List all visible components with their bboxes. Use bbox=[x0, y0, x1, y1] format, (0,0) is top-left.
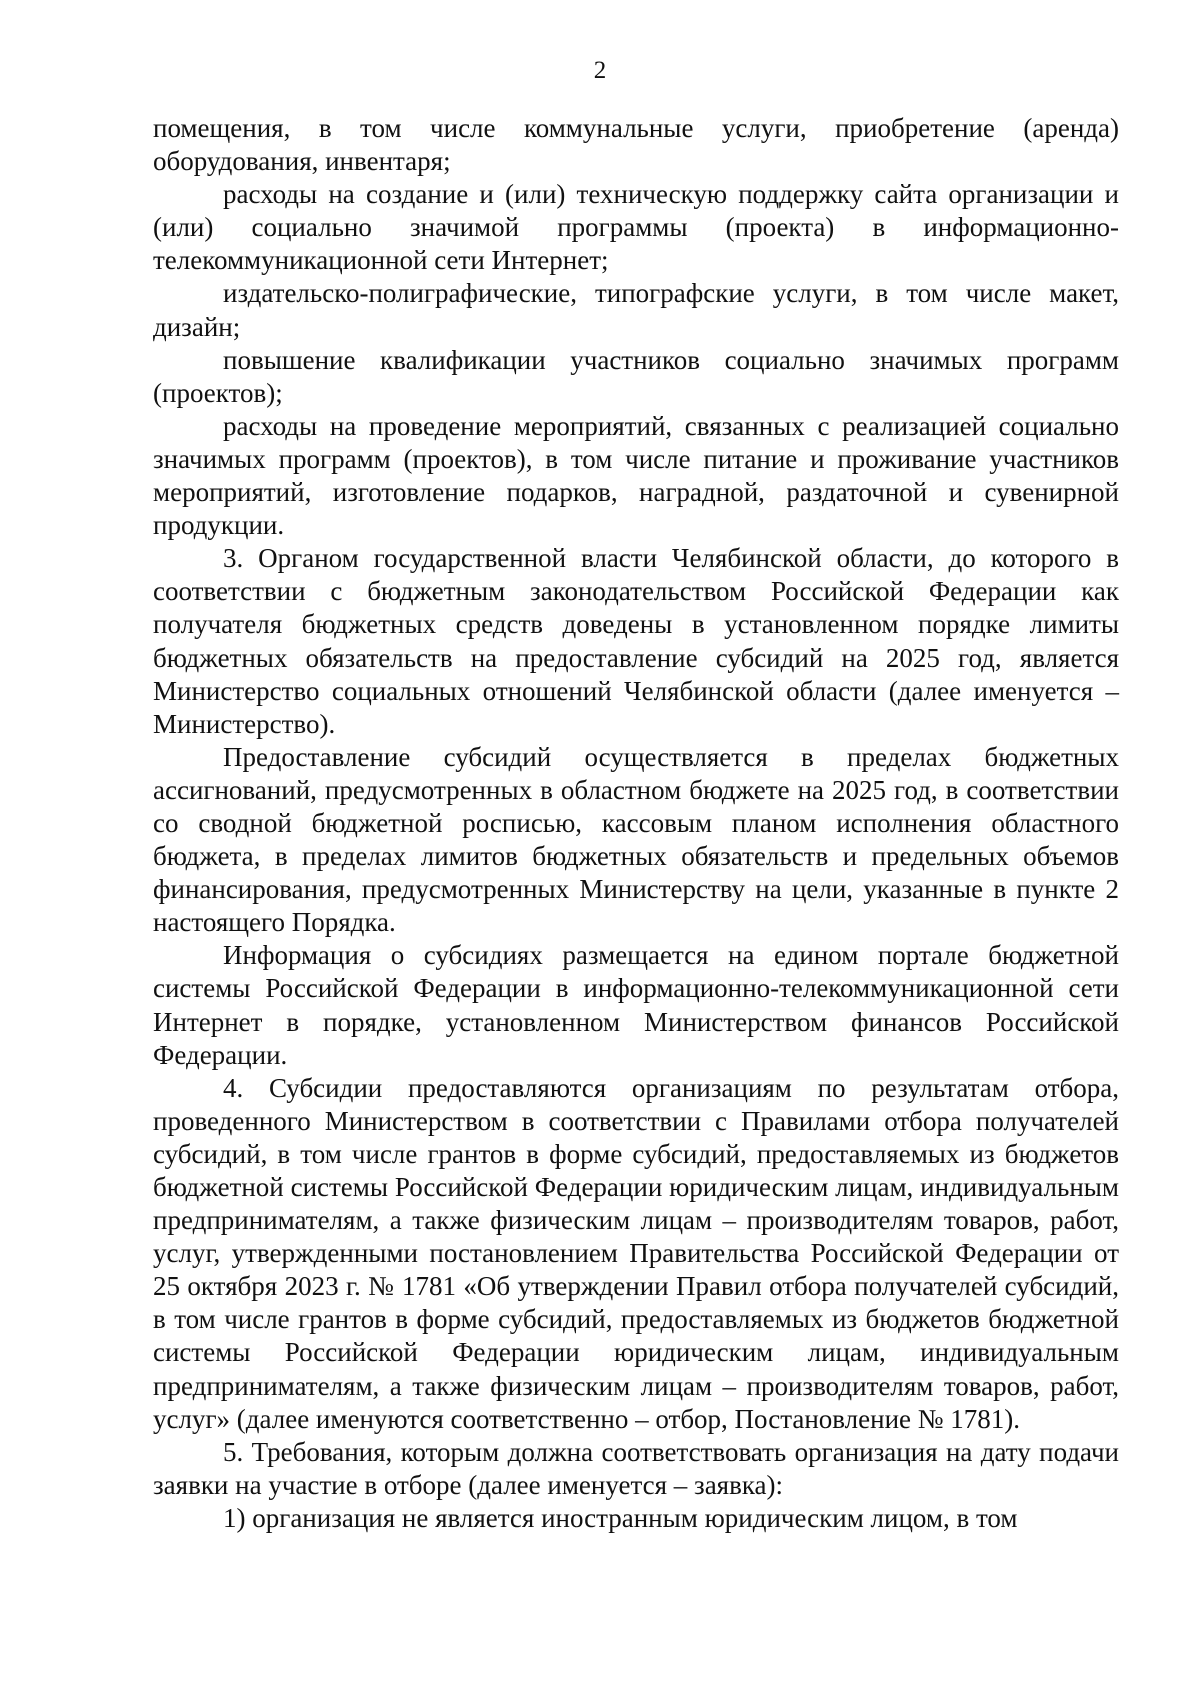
page-number: 2 bbox=[593, 57, 607, 84]
paragraph-1: помещения, в том числе коммунальные услуги, приобретение (аренда) оборудования, инвентаря; bbox=[153, 113, 1119, 177]
paragraph-3: издательско-полиграфические, типографские услуги, в том числе макет, дизайн; bbox=[153, 278, 1119, 342]
paragraph-6: 3. Органом государственной власти Челябинской области, до которого в соответствии с бюджетным законодательством Российской Федерации как получателя бюджетных средств доведены в установленном порядке лимиты бюджетных обязательств на предоставление субсидий на 2025 год, является Министерство социальных отношений Челябинской области (далее именуется – Министерство). bbox=[153, 543, 1119, 739]
paragraph-9: 4. Субсидии предоставляются организациям по результатам отбора, проведенного Министерством в соответствии с Правилами отбора получателей субсидий, в том числе грантов в форме субсидий, предоставляемых из бюджетов бюджетной системы Российской Федерации юридическим лицам, индивидуальным предпринимателям, а также физическим лицам – производителям товаров, работ, услуг, утвержденными постановлением Правительства Российской Федерации от 25 октября 2023 г. № 1781 «Об утверждении Правил отбора получателей субсидий, в том числе грантов в форме субсидий, предоставляемых из бюджетов бюджетной системы Российской Федерации юридическим лицам, индивидуальным предпринимателям, а также физическим лицам – производителям товаров, работ, услуг» (далее именуются соответственно – отбор, Постановление № 1781). bbox=[153, 1072, 1119, 1434]
paragraph-8: Информация о субсидиях размещается на едином портале бюджетной системы Российской Федерации в информационно-телекоммуникационной сети Интернет в порядке, установленном Министерством финансов Российской Федерации. bbox=[153, 940, 1119, 1070]
document-body bbox=[153, 112, 1119, 1535]
paragraph-2: расходы на создание и (или) техническую поддержку сайта организации и (или) социально значимой программы (проекта) в информационно-телекоммуникационной сети Интернет; bbox=[153, 179, 1119, 276]
paragraph-4: повышение квалификации участников социально значимых программ (проектов); bbox=[153, 344, 1119, 408]
paragraph-5: расходы на проведение мероприятий, связанных с реализацией социально значимых программ (проектов), в том числе питание и проживание участников мероприятий, изготовление подарков, наградной, раздаточной и сувенирной продукции. bbox=[153, 410, 1119, 541]
paragraph-7: Предоставление субсидий осуществляется в пределах бюджетных ассигнований, предусмотренных в областном бюджете на 2025 год, в соответствии со сводной бюджетной росписью, кассовым планом исполнения областного бюджета, в пределах лимитов бюджетных обязательств и предельных объемов финансирования, предусмотренных Министерству на цели, указанные в пункте 2 настоящего Порядка. bbox=[153, 741, 1119, 938]
paragraph-11: 1) организация не является иностранным юридическим лицом, в том bbox=[223, 1502, 1018, 1533]
paragraph-10: 5. Требования, которым должна соответствовать организация на дату подачи заявки на участие в отборе (далее именуется – заявка): bbox=[153, 1436, 1119, 1500]
